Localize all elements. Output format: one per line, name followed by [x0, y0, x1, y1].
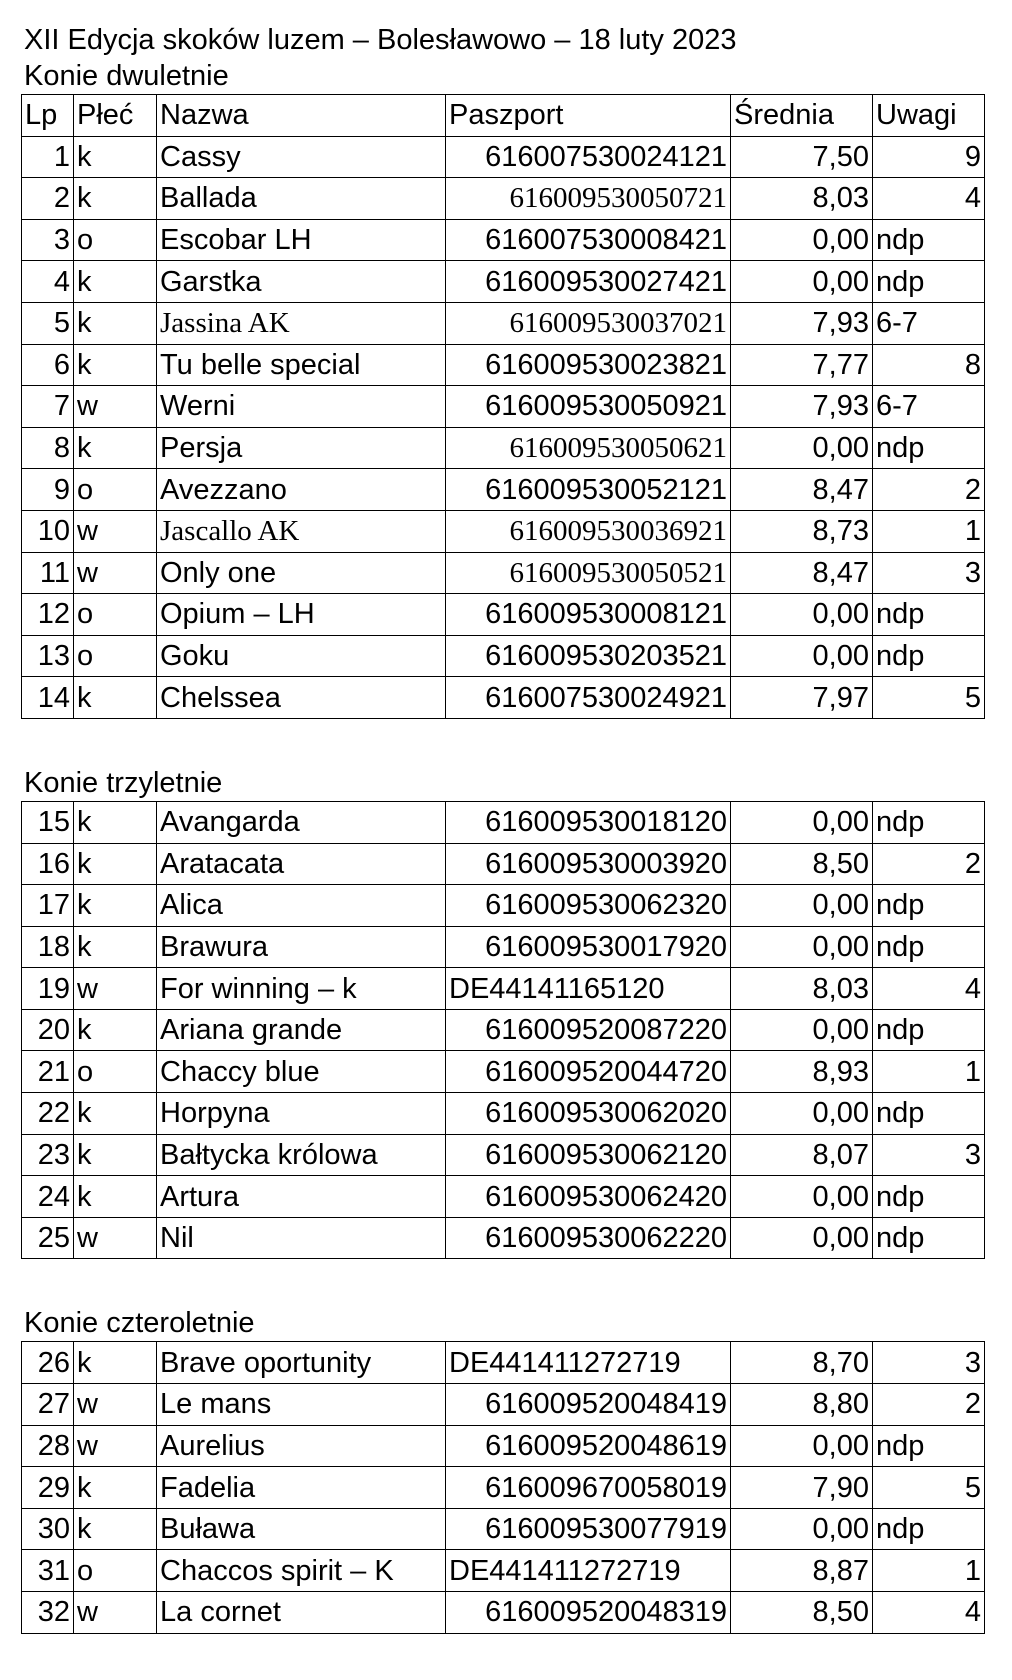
- cell-name: Avezzano: [157, 469, 446, 511]
- cell-average: 0,00: [731, 1176, 873, 1218]
- cell-lp: 28: [22, 1425, 74, 1467]
- cell-name: Garstka: [157, 261, 446, 303]
- cell-average: 8,70: [731, 1342, 873, 1384]
- cell-sex: k: [74, 1342, 157, 1384]
- cell-name: Opium – LH: [157, 594, 446, 636]
- table-row: [22, 885, 985, 927]
- section-title-two-year-olds: Konie dwuletnie: [24, 60, 229, 92]
- cell-lp: 23: [22, 1134, 74, 1176]
- cell-lp: 3: [22, 219, 74, 261]
- cell-passport: 616009520048619: [446, 1425, 731, 1467]
- cell-passport: 616009530062120: [446, 1134, 731, 1176]
- cell-name: Avangarda: [157, 801, 446, 843]
- table-row: [22, 1508, 985, 1550]
- cell-notes: 6-7: [873, 302, 985, 344]
- cell-sex: o: [74, 1550, 157, 1592]
- cell-sex: k: [74, 178, 157, 220]
- cell-lp: 16: [22, 843, 74, 885]
- cell-name: Ballada: [157, 178, 446, 220]
- header-notes: Uwagi: [873, 95, 985, 137]
- table-row: [22, 843, 985, 885]
- table-row: [22, 178, 985, 220]
- cell-notes: 4: [873, 968, 985, 1010]
- cell-notes: 5: [873, 1467, 985, 1509]
- cell-name: Ariana grande: [157, 1009, 446, 1051]
- cell-notes: ndp: [873, 1093, 985, 1135]
- section-title-four-year-olds: Konie czteroletnie: [24, 1307, 255, 1340]
- cell-average: 8,07: [731, 1134, 873, 1176]
- cell-notes: ndp: [873, 594, 985, 636]
- table-row: [22, 968, 985, 1010]
- cell-notes: ndp: [873, 1217, 985, 1259]
- cell-sex: k: [74, 926, 157, 968]
- cell-lp: 21: [22, 1051, 74, 1093]
- cell-average: 8,47: [731, 552, 873, 594]
- cell-lp: 25: [22, 1217, 74, 1259]
- table-row: [22, 1384, 985, 1426]
- cell-average: 0,00: [731, 427, 873, 469]
- cell-average: 0,00: [731, 1217, 873, 1259]
- cell-sex: o: [74, 219, 157, 261]
- cell-passport: 616009530050721: [446, 178, 731, 220]
- cell-name: Escobar LH: [157, 219, 446, 261]
- cell-sex: k: [74, 1093, 157, 1135]
- cell-lp: 7: [22, 386, 74, 428]
- cell-name: For winning – k: [157, 968, 446, 1010]
- cell-notes: 2: [873, 469, 985, 511]
- cell-sex: k: [74, 1176, 157, 1218]
- cell-notes: ndp: [873, 261, 985, 303]
- cell-average: 7,93: [731, 386, 873, 428]
- cell-lp: 30: [22, 1508, 74, 1550]
- cell-average: 7,93: [731, 302, 873, 344]
- cell-notes: 2: [873, 1384, 985, 1426]
- cell-sex: w: [74, 386, 157, 428]
- cell-average: 0,00: [731, 1009, 873, 1051]
- table-row: [22, 1093, 985, 1135]
- table-row: [22, 469, 985, 511]
- cell-name: Werni: [157, 386, 446, 428]
- cell-passport: 616009520048419: [446, 1384, 731, 1426]
- cell-name: La cornet: [157, 1592, 446, 1634]
- header-average: Średnia: [731, 95, 873, 137]
- cell-lp: 2: [22, 178, 74, 220]
- cell-notes: 9: [873, 136, 985, 178]
- cell-passport: 616007530024121: [446, 136, 731, 178]
- cell-sex: o: [74, 635, 157, 677]
- cell-name: Le mans: [157, 1384, 446, 1426]
- cell-average: 8,03: [731, 968, 873, 1010]
- cell-lp: 5: [22, 302, 74, 344]
- cell-name: Jascallo AK: [157, 510, 446, 552]
- cell-notes: 4: [873, 1592, 985, 1634]
- cell-passport: 616009520087220: [446, 1009, 731, 1051]
- cell-name: Horpyna: [157, 1093, 446, 1135]
- table-four-year-olds: [21, 1341, 985, 1633]
- cell-name: Chaccos spirit – K: [157, 1550, 446, 1592]
- cell-sex: k: [74, 427, 157, 469]
- cell-lp: 19: [22, 968, 74, 1010]
- cell-name: Goku: [157, 635, 446, 677]
- table-row: [22, 427, 985, 469]
- table-row: [22, 1550, 985, 1592]
- cell-passport: 616007530024921: [446, 677, 731, 719]
- cell-name: Jassina AK: [157, 302, 446, 344]
- table-row: [22, 386, 985, 428]
- cell-average: 0,00: [731, 261, 873, 303]
- table-row: [22, 1051, 985, 1093]
- cell-notes: ndp: [873, 801, 985, 843]
- cell-name: Bałtycka królowa: [157, 1134, 446, 1176]
- cell-passport: 616009670058019: [446, 1467, 731, 1509]
- cell-notes: 2: [873, 843, 985, 885]
- cell-lp: 15: [22, 801, 74, 843]
- cell-passport: 616009530037021: [446, 302, 731, 344]
- cell-sex: o: [74, 469, 157, 511]
- cell-average: 0,00: [731, 926, 873, 968]
- cell-passport: 616009530052121: [446, 469, 731, 511]
- cell-passport: 616009530050521: [446, 552, 731, 594]
- cell-lp: 32: [22, 1592, 74, 1634]
- cell-average: 7,90: [731, 1467, 873, 1509]
- cell-passport: 616007530008421: [446, 219, 731, 261]
- cell-notes: ndp: [873, 219, 985, 261]
- table-row: [22, 136, 985, 178]
- cell-notes: 4: [873, 178, 985, 220]
- cell-notes: ndp: [873, 1009, 985, 1051]
- cell-notes: ndp: [873, 926, 985, 968]
- cell-passport: DE441411272719: [446, 1550, 731, 1592]
- cell-passport: 616009530062420: [446, 1176, 731, 1218]
- cell-lp: 11: [22, 552, 74, 594]
- cell-lp: 18: [22, 926, 74, 968]
- cell-sex: k: [74, 261, 157, 303]
- table-row: [22, 219, 985, 261]
- cell-sex: k: [74, 1134, 157, 1176]
- cell-passport: 616009530023821: [446, 344, 731, 386]
- cell-passport: 616009530018120: [446, 801, 731, 843]
- cell-sex: w: [74, 552, 157, 594]
- cell-sex: w: [74, 968, 157, 1010]
- cell-average: 8,80: [731, 1384, 873, 1426]
- cell-passport: 616009530008121: [446, 594, 731, 636]
- table-row: [22, 801, 985, 843]
- cell-sex: w: [74, 1592, 157, 1634]
- cell-name: Nil: [157, 1217, 446, 1259]
- cell-lp: 20: [22, 1009, 74, 1051]
- table-row: [22, 1009, 985, 1051]
- header-name: Nazwa: [157, 95, 446, 137]
- cell-passport: 616009530036921: [446, 510, 731, 552]
- header-sex: Płeć: [74, 95, 157, 137]
- cell-sex: k: [74, 302, 157, 344]
- cell-average: 8,47: [731, 469, 873, 511]
- cell-notes: ndp: [873, 1176, 985, 1218]
- document-title: XII Edycja skoków luzem – Bolesławowo – 18 luty 2023: [24, 24, 737, 56]
- cell-average: 0,00: [731, 801, 873, 843]
- cell-lp: 24: [22, 1176, 74, 1218]
- table-row: [22, 302, 985, 344]
- cell-name: Tu belle special: [157, 344, 446, 386]
- cell-lp: 26: [22, 1342, 74, 1384]
- cell-notes: 8: [873, 344, 985, 386]
- cell-passport: DE44141165120: [446, 968, 731, 1010]
- section-title-three-year-olds: Konie trzyletnie: [24, 766, 223, 799]
- cell-name: Chaccy blue: [157, 1051, 446, 1093]
- cell-notes: 3: [873, 552, 985, 594]
- cell-name: Fadelia: [157, 1467, 446, 1509]
- table-row: [22, 1467, 985, 1509]
- cell-average: 0,00: [731, 885, 873, 927]
- cell-lp: 8: [22, 427, 74, 469]
- cell-average: 8,73: [731, 510, 873, 552]
- table-row: [22, 1134, 985, 1176]
- cell-passport: 616009520048319: [446, 1592, 731, 1634]
- cell-lp: 1: [22, 136, 74, 178]
- cell-notes: ndp: [873, 427, 985, 469]
- cell-notes: 1: [873, 1051, 985, 1093]
- cell-passport: 616009530050621: [446, 427, 731, 469]
- table-row: [22, 552, 985, 594]
- cell-notes: ndp: [873, 1508, 985, 1550]
- cell-notes: 5: [873, 677, 985, 719]
- cell-passport: 616009520044720: [446, 1051, 731, 1093]
- cell-sex: o: [74, 594, 157, 636]
- cell-passport: DE441411272719: [446, 1342, 731, 1384]
- cell-average: 8,03: [731, 178, 873, 220]
- table-row: [22, 1217, 985, 1259]
- cell-sex: w: [74, 1384, 157, 1426]
- cell-lp: 6: [22, 344, 74, 386]
- cell-lp: 4: [22, 261, 74, 303]
- table-row: [22, 1425, 985, 1467]
- table-row: [22, 635, 985, 677]
- cell-sex: k: [74, 885, 157, 927]
- cell-lp: 14: [22, 677, 74, 719]
- cell-passport: 616009530017920: [446, 926, 731, 968]
- cell-passport: 616009530077919: [446, 1508, 731, 1550]
- cell-passport: 616009530062220: [446, 1217, 731, 1259]
- cell-average: 8,87: [731, 1550, 873, 1592]
- table-row: [22, 344, 985, 386]
- table-row: [22, 1592, 985, 1634]
- cell-sex: w: [74, 1217, 157, 1259]
- cell-name: Chelssea: [157, 677, 446, 719]
- table-row: [22, 1342, 985, 1384]
- cell-sex: k: [74, 801, 157, 843]
- cell-notes: ndp: [873, 885, 985, 927]
- cell-name: Aurelius: [157, 1425, 446, 1467]
- table-three-year-olds: [21, 801, 985, 1260]
- cell-notes: 6-7: [873, 386, 985, 428]
- cell-name: Buława: [157, 1508, 446, 1550]
- cell-sex: k: [74, 1508, 157, 1550]
- cell-average: 7,50: [731, 136, 873, 178]
- cell-average: 0,00: [731, 635, 873, 677]
- cell-lp: 9: [22, 469, 74, 511]
- cell-average: 0,00: [731, 594, 873, 636]
- cell-name: Aratacata: [157, 843, 446, 885]
- cell-average: 0,00: [731, 1093, 873, 1135]
- cell-sex: w: [74, 510, 157, 552]
- cell-average: 8,50: [731, 1592, 873, 1634]
- cell-sex: k: [74, 1467, 157, 1509]
- cell-average: 8,93: [731, 1051, 873, 1093]
- cell-sex: o: [74, 1051, 157, 1093]
- table-row: [22, 594, 985, 636]
- table-row: [22, 261, 985, 303]
- cell-average: 7,97: [731, 677, 873, 719]
- cell-sex: k: [74, 136, 157, 178]
- cell-sex: k: [74, 344, 157, 386]
- cell-lp: 13: [22, 635, 74, 677]
- cell-average: 0,00: [731, 219, 873, 261]
- cell-lp: 10: [22, 510, 74, 552]
- cell-lp: 31: [22, 1550, 74, 1592]
- header-passport: Paszport: [446, 95, 731, 137]
- cell-average: 8,50: [731, 843, 873, 885]
- cell-name: Alica: [157, 885, 446, 927]
- cell-name: Persja: [157, 427, 446, 469]
- table-row: [22, 1176, 985, 1218]
- cell-name: Artura: [157, 1176, 446, 1218]
- cell-notes: 3: [873, 1342, 985, 1384]
- table-row: [22, 510, 985, 552]
- cell-passport: 616009530050921: [446, 386, 731, 428]
- cell-passport: 616009530003920: [446, 843, 731, 885]
- cell-notes: 1: [873, 510, 985, 552]
- cell-lp: 17: [22, 885, 74, 927]
- table-two-year-olds: [21, 94, 985, 719]
- cell-lp: 27: [22, 1384, 74, 1426]
- cell-name: Brawura: [157, 926, 446, 968]
- cell-notes: ndp: [873, 635, 985, 677]
- cell-sex: k: [74, 677, 157, 719]
- header-lp: Lp: [22, 95, 74, 137]
- table-row: [22, 677, 985, 719]
- cell-name: Brave oportunity: [157, 1342, 446, 1384]
- cell-passport: 616009530062320: [446, 885, 731, 927]
- cell-name: Cassy: [157, 136, 446, 178]
- cell-passport: 616009530027421: [446, 261, 731, 303]
- cell-sex: w: [74, 1425, 157, 1467]
- cell-average: 0,00: [731, 1508, 873, 1550]
- cell-average: 7,77: [731, 344, 873, 386]
- cell-sex: k: [74, 1009, 157, 1051]
- cell-average: 0,00: [731, 1425, 873, 1467]
- table-row: [22, 926, 985, 968]
- cell-notes: 1: [873, 1550, 985, 1592]
- cell-passport: 616009530203521: [446, 635, 731, 677]
- cell-sex: k: [74, 843, 157, 885]
- cell-notes: ndp: [873, 1425, 985, 1467]
- cell-lp: 12: [22, 594, 74, 636]
- cell-name: Only one: [157, 552, 446, 594]
- table-header-row: [22, 95, 985, 137]
- cell-passport: 616009530062020: [446, 1093, 731, 1135]
- cell-notes: 3: [873, 1134, 985, 1176]
- cell-lp: 22: [22, 1093, 74, 1135]
- cell-lp: 29: [22, 1467, 74, 1509]
